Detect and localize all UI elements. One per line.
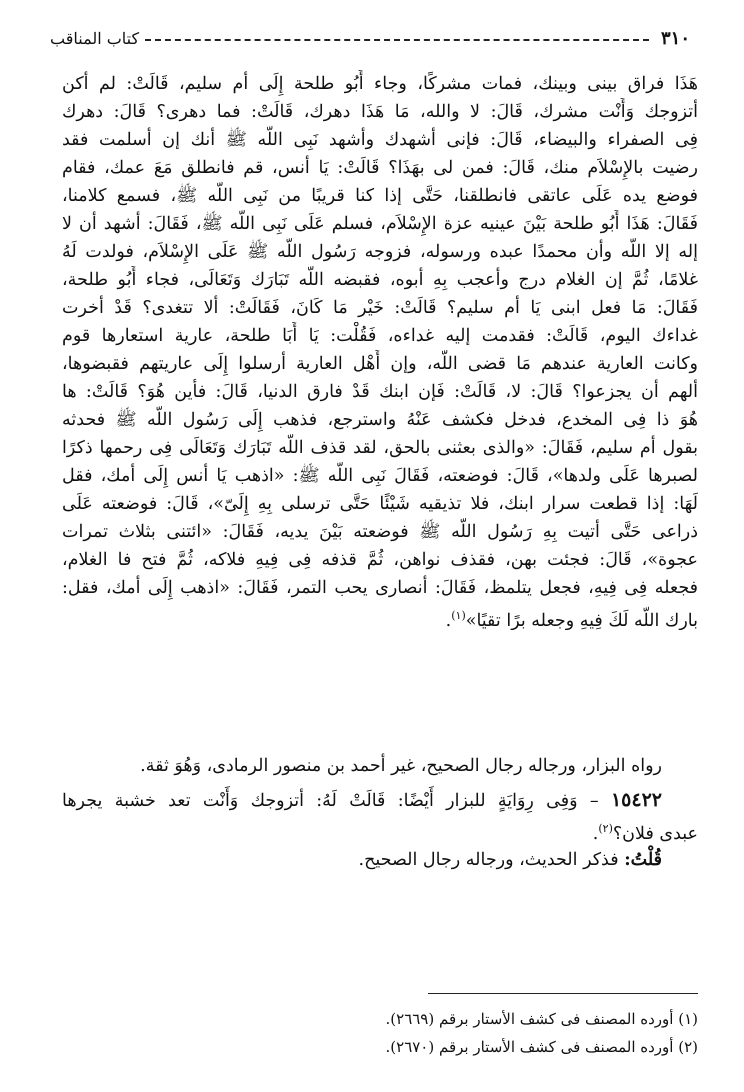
running-title: كتاب المناقب bbox=[50, 28, 140, 48]
text-line-content: ألهم أن يجزعوا؟ قَالَ: لا، قَالَتْ: فَإن ابنك قَدْ فارق الدنيا، قَالَ: فأين هُوَ؟ قَالَتْ: ها bbox=[62, 382, 698, 402]
text-line bbox=[62, 406, 698, 434]
text-line bbox=[62, 210, 698, 238]
hadith-line-1: وَفِى رِوَايَةٍ للبزار أَيْضًا: قَالَتْ لَهُ: أتزوجك وَأَنْت تعد خشبة يجرها bbox=[62, 791, 578, 811]
text-line-content: أتزوجك وَأَنْت مشرك، قَالَ: لا والله، مَا هَذَا دهرك، قَالَتْ: فما دهرى؟ قَالَ: دهرك bbox=[62, 102, 698, 122]
text-line bbox=[62, 98, 698, 126]
text-line bbox=[62, 322, 698, 350]
text-line-content: عجوة»، قَالَ: فجئت بهن، فقذف نواهن، ثُمَّ قذفه فِى فِيهِ فلاكه، ثُمَّ فتح فا الغلام، bbox=[62, 550, 698, 570]
text-line-content: غلامًا، ثُمَّ إن الغلام درج وأعجب بِهِ أبوه، فقبضه اللّه تَبَارَك وَتَعَالَى، فجاء أَبُو طلحة، bbox=[62, 270, 698, 290]
text-line bbox=[62, 350, 698, 378]
text-line bbox=[62, 294, 698, 322]
narration-note bbox=[62, 752, 698, 780]
text-line bbox=[62, 70, 698, 98]
text-line-content: بارك اللّه لَكَ فِيهِ وجعله برًا تقيًا» bbox=[465, 610, 698, 630]
text-line bbox=[62, 266, 698, 294]
text-line bbox=[62, 574, 698, 602]
narration-note-text: رواه البزار، ورجاله رجال الصحيح، غير أحمد بن منصور الرمادى، وَهُوَ ثقة. bbox=[140, 756, 662, 776]
page-header bbox=[50, 26, 690, 50]
hadith-line-2: عبدى فلان؟ bbox=[612, 823, 698, 844]
qultu-text: فذكر الحديث، ورجاله رجال الصحيح. bbox=[358, 850, 619, 870]
footnote-1: (١) أورده المصنف فى كشف الأستار برقم (٢٦٦٩). bbox=[385, 1010, 698, 1028]
footnote-ref-2[interactable]: (٢) bbox=[598, 822, 613, 835]
text-line-content: فوضع يده عَلَى عاتقى فانطلقنا، حَتَّى إذا كنا قريبًا من نَبِى اللّه ﷺ، فسمع كلامنا، bbox=[62, 186, 698, 206]
text-line-content: غداءك اليوم، قَالَتْ: فقدمت إليه غداءه، فَقُلْت: يَا أَبَا طلحة، عارية استعارها قوم bbox=[62, 326, 698, 346]
text-line-content: ذراعى حَتَّى أتيت بِهِ رَسُول اللّه ﷺ فوضعته بَيْنَ يديه، فَقَالَ: «ائتنى بثلاث تمرات bbox=[62, 522, 698, 542]
text-line bbox=[62, 182, 698, 210]
text-line-content: فِى الصفراء والبيضاء، قَالَ: فإنى أشهدك وأشهد نَبِى اللّه ﷺ أنك إن أسلمت فقد bbox=[62, 130, 698, 150]
text-line-content: فَقَالَ: مَا فعل ابنى يَا أم سليم؟ قَالَتْ: خَيْر مَا كَانَ، فَقَالَتْ: ألا تتغدى؟ قَدْ أخرت bbox=[62, 298, 698, 318]
text-line-content: وكانت العارية عندهم مَا قضى اللّه، وإن أَهْل العارية أرسلوا إِلَى عاريتهم فقبضوها، bbox=[62, 354, 698, 374]
qultu-label: قُلْتُ: bbox=[624, 850, 662, 870]
page-number: ٣١٠ bbox=[660, 27, 690, 49]
text-line: بارك اللّه لَكَ فِيهِ وجعله برًا تقيًا»$^{(١)}$. bbox=[445, 609, 698, 630]
text-line-content: إله إلا اللّه وأن محمدًا عبده ورسوله، فزوجه رَسُول اللّه ﷺ عَلَى الإِسْلاَم، فولدت لَهُ bbox=[62, 242, 698, 262]
text-line bbox=[62, 434, 698, 462]
hadith-dash: – bbox=[589, 791, 599, 811]
footnote-2: (٢) أورده المصنف فى كشف الأستار برقم (٢٦٧٠). bbox=[385, 1038, 698, 1056]
header-dashed-rule bbox=[145, 39, 649, 41]
text-line bbox=[62, 490, 698, 518]
text-line-content: هَذَا فراق بينى وبينك، فمات مشركًا، وجاء أَبُو طلحة إِلَى أم سليم، قَالَتْ: لم أكن bbox=[62, 74, 698, 94]
text-line bbox=[62, 518, 698, 546]
qultu-note bbox=[62, 846, 698, 874]
text-line-content: لصبرها عَلَى ولدها»، قَالَ: فوضعته، فَقَالَ نَبِى اللّه ﷺ: «اذهب يَا أنس إِلَى أمك، فقل bbox=[62, 466, 698, 486]
text-line bbox=[62, 126, 698, 154]
footnote-ref-1[interactable]: (١) bbox=[451, 609, 466, 622]
text-line bbox=[62, 238, 698, 266]
text-line-content: هُوَ ذا فِى المخدع، فدخل فكشف عَنْهُ واسترجع، فذهب إِلَى رَسُول اللّه ﷺ فحدثه bbox=[62, 410, 698, 430]
hadith-entry: ١٥٤٢٢ – وَفِى رِوَايَةٍ للبزار أَيْضًا: قَالَتْ لَهُ: أتزوجك وَأَنْت تعد خشبة يجرها عبدى فلان؟$^{(٢)}$. bbox=[62, 789, 698, 844]
text-line-content: رضيت بالإِسْلاَم منك، قَالَ: فمن لى بهَذَا؟ قَالَتْ: يَا أنس، قم فانطلق مَعَ عمك، فقام bbox=[62, 158, 698, 178]
footnote-separator bbox=[428, 993, 698, 994]
main-text bbox=[62, 70, 698, 630]
text-line-content: فجعله فِى فِيهِ، فجعل يتلمظ، فَقَالَ: أنصارى يحب التمر، فَقَالَ: «اذهب إِلَى أمك، فقل: bbox=[62, 578, 698, 598]
text-line-content: فَقَالَ: هَذَا أَبُو طلحة بَيْنَ عينيه عزة الإِسْلاَم، فسلم عَلَى نَبِى اللّه ﷺ، فَقَالَ: أشهد أن لا bbox=[62, 214, 698, 234]
text-line bbox=[62, 546, 698, 574]
text-line bbox=[62, 462, 698, 490]
hadith-number: ١٥٤٢٢ bbox=[610, 789, 662, 811]
text-line bbox=[62, 378, 698, 406]
text-line bbox=[62, 154, 698, 182]
text-line-content: لَهَا: إذا قطعت سرار ابنك، فلا تذيقيه شَيْئًا حَتَّى ترسلى بِهِ إِلَىّ»، قَالَ: فوضعته عَلَى bbox=[62, 494, 698, 514]
text-line-content: بقول أم سليم، فَقَالَ: «والذى بعثنى بالحق، لقد قذف اللّه تَبَارَك وَتَعَالَى فِى رحمها ذكرًا bbox=[62, 438, 698, 458]
